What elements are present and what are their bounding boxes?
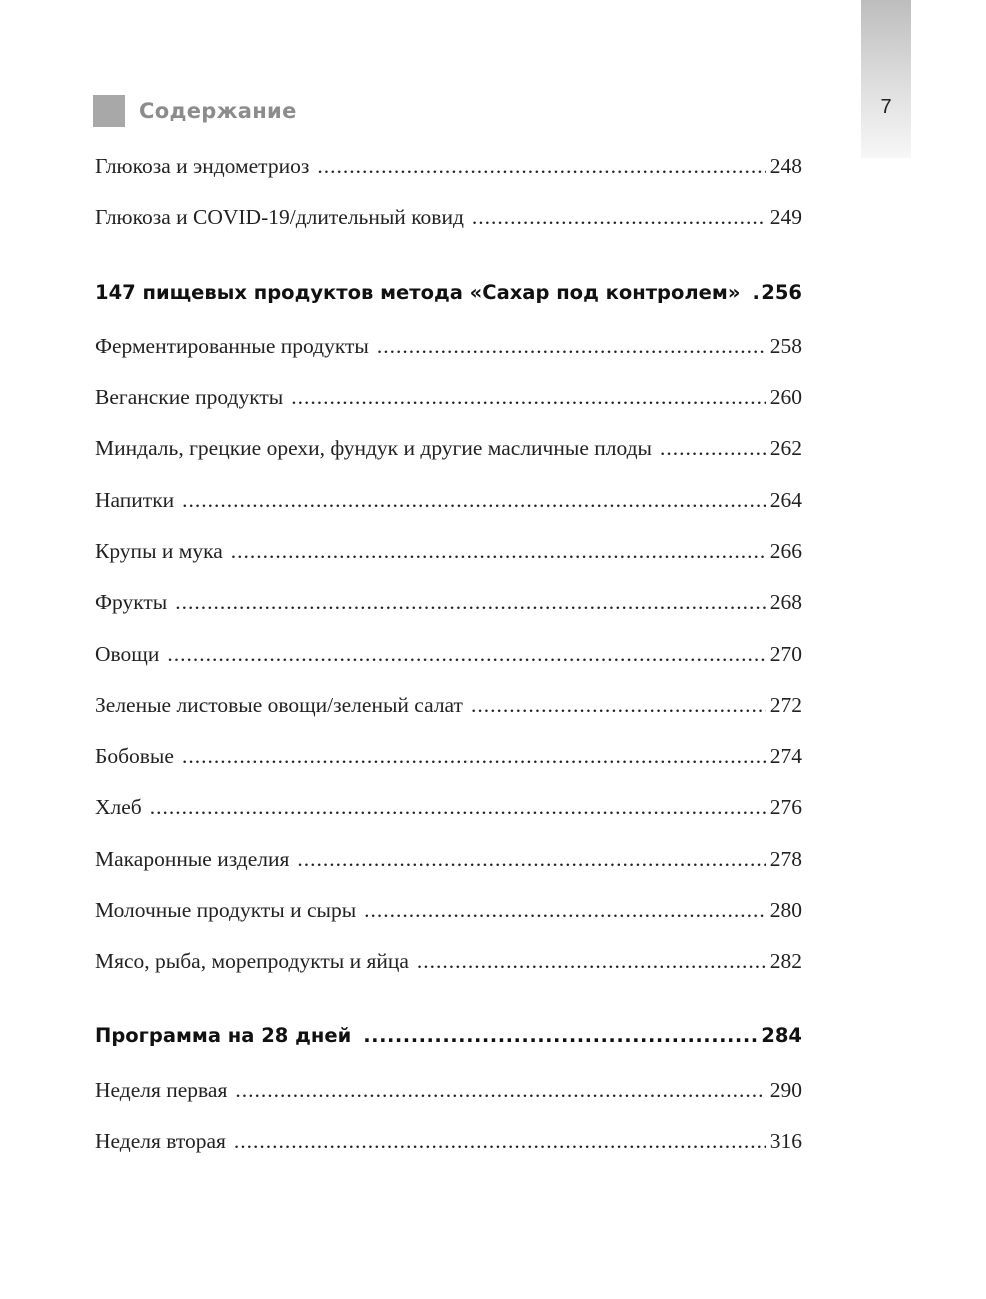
toc-entry-page: 280 — [769, 898, 802, 922]
toc-entry[interactable] — [95, 795, 802, 825]
toc-entry[interactable] — [95, 949, 802, 979]
toc-entry-page: 249 — [769, 205, 802, 229]
toc-leader-dots — [364, 898, 766, 923]
toc-section[interactable] — [95, 1024, 802, 1054]
toc-entry-title: Миндаль, грецкие орехи, фундук и другие масличные плоды — [95, 436, 652, 460]
toc-entry[interactable] — [95, 693, 802, 723]
toc-entry[interactable] — [95, 1078, 802, 1108]
toc-entry[interactable] — [95, 488, 802, 518]
toc-section-page: 256 — [761, 281, 802, 304]
toc-entry-title: Ферментированные продукты — [95, 334, 369, 358]
toc-leader-dots — [235, 1078, 765, 1103]
toc-entry-page: 266 — [769, 539, 802, 563]
toc-entry-page: 276 — [769, 795, 802, 819]
toc-leader-dots — [377, 334, 766, 359]
toc-section-title: Программа на 28 дней — [95, 1024, 352, 1047]
toc-leader-dots — [175, 590, 766, 615]
toc-entry[interactable] — [95, 847, 802, 877]
toc-entry-page: 316 — [769, 1129, 802, 1153]
toc-entry-page: 258 — [769, 334, 802, 358]
toc-entry-page: 270 — [769, 642, 802, 666]
page-tab — [861, 0, 911, 158]
toc-entry[interactable] — [95, 1129, 802, 1159]
header-title: Содержание — [139, 99, 297, 123]
toc-entry-title: Веганские продукты — [95, 385, 284, 409]
toc-entry-page: 248 — [769, 154, 802, 178]
toc-leader-dots — [234, 1129, 766, 1154]
toc-entry-page: 260 — [769, 385, 802, 409]
toc-entry-title: Бобовые — [95, 744, 174, 768]
toc-entry[interactable] — [95, 539, 802, 569]
toc-leader-dots — [182, 488, 766, 513]
toc-entry-page: 274 — [769, 744, 802, 768]
header-square-icon — [93, 95, 125, 127]
toc-entry-page: 290 — [769, 1078, 802, 1102]
toc-leader-dots — [291, 385, 766, 410]
toc-entry-title: Неделя вторая — [95, 1129, 226, 1153]
toc-entry[interactable] — [95, 334, 802, 364]
section-header — [93, 95, 297, 127]
toc-entry-page: 278 — [769, 847, 802, 871]
toc-entry[interactable] — [95, 898, 802, 928]
toc-entry[interactable] — [95, 590, 802, 620]
toc-entry-title: Глюкоза и эндометриоз — [95, 154, 310, 178]
toc-entry[interactable] — [95, 205, 802, 235]
toc-entry-title: Фрукты — [95, 590, 168, 614]
toc-leader-dots — [167, 642, 765, 667]
toc-entry-title: Неделя первая — [95, 1078, 228, 1102]
toc-entry-title: Зеленые листовые овощи/зеленый салат — [95, 693, 463, 717]
toc-leader-dots — [317, 154, 765, 179]
toc-entry[interactable] — [95, 436, 802, 466]
toc-entry-title: Напитки — [95, 488, 175, 512]
toc-leader-dots — [150, 795, 766, 820]
toc-leader-dots — [417, 949, 766, 974]
toc-section-title: 147 пищевых продуктов метода «Сахар под контролем» — [95, 281, 741, 304]
toc-section[interactable] — [95, 281, 802, 311]
toc-entry[interactable] — [95, 642, 802, 672]
toc-leader-dots — [363, 1024, 759, 1047]
toc-entry-title: Макаронные изделия — [95, 847, 290, 871]
toc-leader-dots — [752, 281, 759, 304]
toc-entry-page: 268 — [769, 590, 802, 614]
page-number: 7 — [880, 96, 892, 118]
toc-leader-dots — [471, 693, 766, 718]
toc-entry[interactable] — [95, 744, 802, 774]
toc-entry-page: 272 — [769, 693, 802, 717]
toc-leader-dots — [231, 539, 766, 564]
toc-entry-title: Молочные продукты и сыры — [95, 898, 357, 922]
toc-entry-page: 282 — [769, 949, 802, 973]
toc-section-page: 284 — [761, 1024, 802, 1047]
toc-entry-page: 262 — [769, 436, 802, 460]
toc-leader-dots — [297, 847, 765, 872]
toc-entry-title: Мясо, рыба, морепродукты и яйца — [95, 949, 409, 973]
toc-leader-dots — [660, 436, 766, 461]
toc-leader-dots — [182, 744, 766, 769]
toc-entry-title: Овощи — [95, 642, 160, 666]
toc-entry-page: 264 — [769, 488, 802, 512]
toc-entry-title: Крупы и мука — [95, 539, 223, 563]
toc-leader-dots — [472, 205, 766, 230]
toc-entry-title: Глюкоза и COVID-19/длительный ковид — [95, 205, 464, 229]
toc-entry[interactable] — [95, 154, 802, 184]
toc-entry-title: Хлеб — [95, 795, 142, 819]
toc-entry[interactable] — [95, 385, 802, 415]
